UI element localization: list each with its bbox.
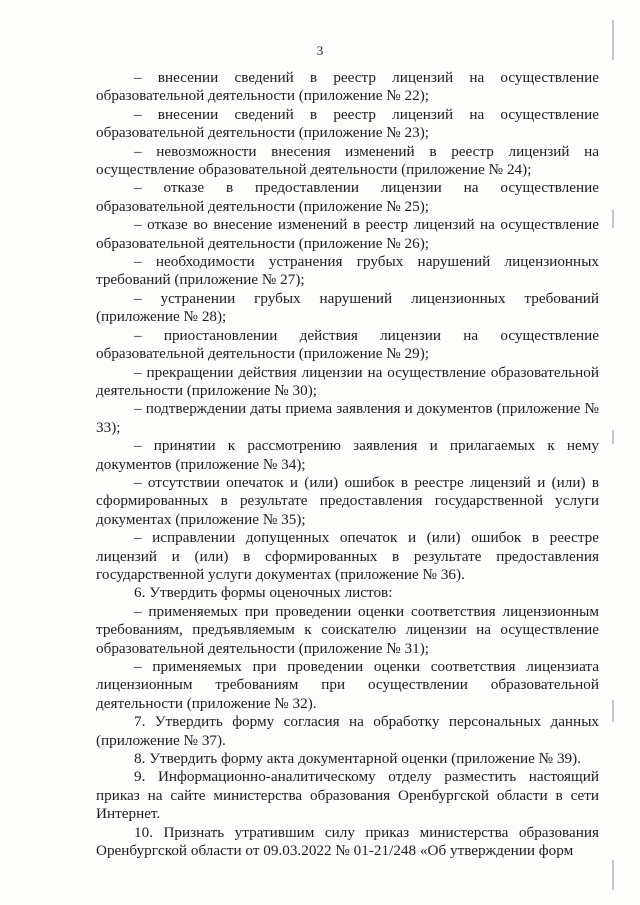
paragraph: – отказе в предоставлении лицензии на осуществление образовательной деятельности (приложение № 25);: [96, 179, 599, 215]
paragraph: – применяемых при проведении оценки соответствия лицензионным требованиям, предъявляемым к соискателю лицензии на осуществление образовательной деятельности (приложение № 31);: [96, 602, 599, 657]
paragraph: – приостановлении действия лицензии на осуществление образовательной деятельности (приложение № 29);: [96, 326, 599, 363]
paragraph: 8. Утвердить форму акта документарной оценки (приложение № 39).: [134, 750, 581, 768]
paragraph: 7. Утвердить форму согласия на обработку персональных данных (приложение № 37).: [96, 713, 599, 749]
scan-mark: [612, 20, 614, 60]
scan-edge-marks: [612, 0, 626, 905]
paragraph: – исправлении допущенных опечаток и (или) ошибок в реестре лицензий и (или) в сформированных в результате предоставления государственной услуги документах (приложение № 36).: [96, 529, 599, 583]
paragraph: – прекращении действия лицензии на осуществление образовательной деятельности (приложение № 30);: [96, 363, 599, 399]
paragraph: – невозможности внесения изменений в реестр лицензий на осуществление образовательной деятельности (приложение № 24);: [96, 142, 599, 179]
paragraph: – принятии к рассмотрению заявления и прилагаемых к нему документов (приложение № 34);: [96, 437, 599, 473]
scan-mark: [612, 430, 614, 444]
paragraph: – применяемых при проведении оценки соответствия лицензиата лицензионным требованиям при осуществлении образовательной деятельности (приложение № 32).: [96, 658, 599, 712]
document-body: [96, 69, 599, 860]
scan-mark: [612, 210, 614, 228]
paragraph: 10. Признать утратившим силу приказ министерства образования Оренбургской области от 09.03.2022 № 01-21/248 «Об утверждении форм: [96, 823, 599, 860]
paragraph: – отказе во внесение изменений в реестр лицензий на осуществление образовательной деятельности (приложение № 26);: [96, 216, 599, 252]
paragraph: 9. Информационно-аналитическому отделу разместить настоящий приказ на сайте министерства образования Оренбургской области в сети Интернет.: [96, 768, 599, 823]
paragraph: – подтверждении даты приема заявления и документов (приложение № 33);: [96, 400, 599, 436]
paragraph: – необходимости устранения грубых нарушений лицензионных требований (приложение № 27);: [96, 253, 599, 289]
paragraph: 6. Утвердить формы оценочных листов:: [134, 584, 393, 602]
scan-mark: [612, 860, 614, 890]
scan-mark: [612, 700, 614, 722]
paragraph: – устранении грубых нарушений лицензионных требований (приложение № 28);: [96, 289, 599, 326]
paragraph: – внесении сведений в реестр лицензий на осуществление образовательной деятельности (приложение № 23);: [96, 105, 599, 142]
paragraph: – отсутствии опечаток и (или) ошибок в реестре лицензий и (или) в сформированных в результате предоставления государственной услуги документах (приложение № 35);: [96, 473, 599, 528]
page-number: 3: [316, 43, 324, 58]
paragraph: – внесении сведений в реестр лицензий на осуществление образовательной деятельности (приложение № 22);: [96, 69, 599, 105]
